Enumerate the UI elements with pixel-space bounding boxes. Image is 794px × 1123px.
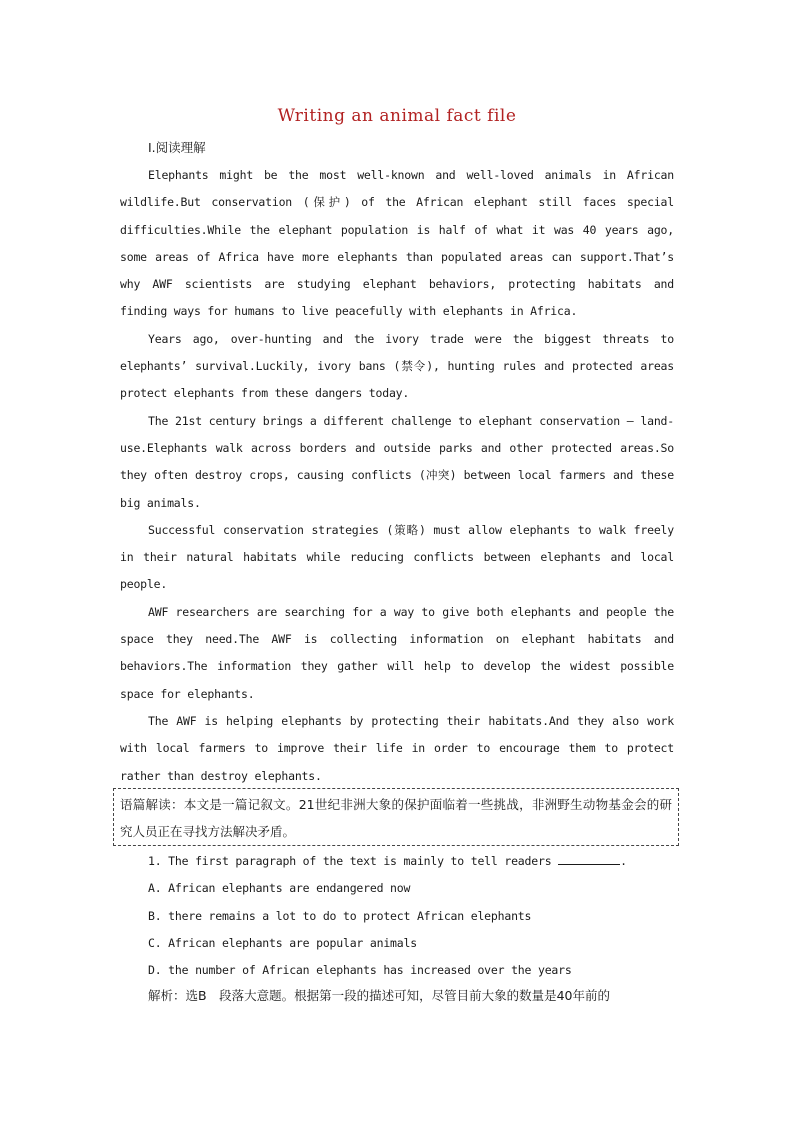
question-stem-text: 1. The first paragraph of the text is mainly to tell readers [148,854,559,868]
passage-paragraph: The 21st century brings a different challenge to elephant conservation — land-use.Elephants walk across borders and outside parks and other protected areas.So they often destroy crops, causing conflicts (冲突) between local farmers and these big animals. [120,413,674,510]
analysis-text: 解析：选B 段落大意题。根据第一段的描述可知，尽管目前大象的数量是40年前的 [148,988,610,1003]
option-b: B. there remains a lot to do to protect African elephants [148,908,532,923]
passage-paragraph: Years ago, over-hunting and the ivory trade were the biggest threats to elephants’ survival.Luckily, ivory bans (禁令), hunting rules and protected areas protect elephants from these dangers today. [120,331,674,401]
option-a: A. African elephants are endangered now [148,881,411,896]
question-stem [148,848,674,875]
reading-note-box: 语篇解读：本文是一篇记叙文。21世纪非洲大象的保护面临着一些挑战，非洲野生动物基金会的研究人员正在寻找方法解决矛盾。 [113,788,679,846]
option-d: D. the number of African elephants has increased over the years [148,963,572,978]
passage-paragraph: The AWF is helping elephants by protecting their habitats.And they also work with local farmers to improve their life in order to encourage them to protect rather than destroy elephants. [120,713,674,783]
section-label: Ⅰ.阅读理解 [148,140,206,155]
question-stem-end: . [620,854,627,868]
option-c: C. African elephants are popular animals [148,935,417,950]
question-block [148,848,674,984]
reading-passage [120,162,674,790]
passage-paragraph: Successful conservation strategies (策略) must allow elephants to walk freely in their natural habitats while reducing conflicts between elephants and local people. [120,522,674,592]
document-title: Writing an animal fact file [277,106,517,126]
answer-blank [558,852,620,865]
passage-paragraph: Elephants might be the most well-known and well-loved animals in African wildlife.But conservation (保护) of the African elephant still faces special difficulties.While the elephant population is half of what it was 40 years ago, some areas of Africa have more elephants than populated areas can support.That’s why AWF scientists are studying elephant behaviors, protecting habitats and finding ways for humans to live peacefully with elephants in Africa. [120,168,674,319]
passage-paragraph: AWF researchers are searching for a way to give both elephants and people the space they need.The AWF is collecting information on elephant habitats and behaviors.The information they gather will help to develop the widest possible space for elephants. [120,604,674,701]
